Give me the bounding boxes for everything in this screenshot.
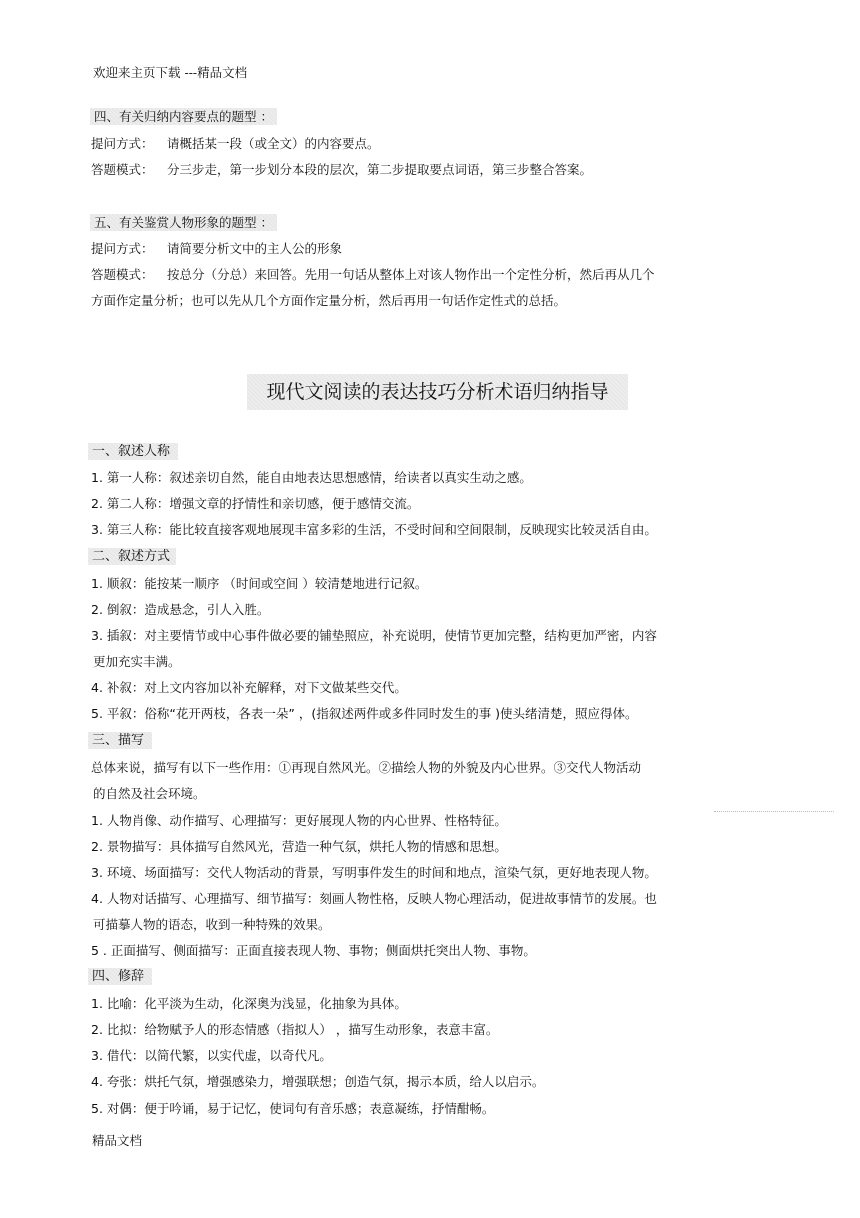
list-item: 2. 比拟：给物赋予人的形态情感（指拟人） ，描写生动形象，表意丰富。 bbox=[91, 1022, 499, 1037]
answer-text: 分三步走，第一步划分本段的层次，第二步提取要点词语，第三步整合答案。 bbox=[167, 162, 593, 177]
list-item: 3. 借代：以简代繁，以实代虚，以奇代凡。 bbox=[91, 1048, 332, 1063]
heading-text: 一、叙述人称 bbox=[88, 443, 178, 460]
heading-text: 五、有关鉴赏人物形象的题型 ： bbox=[90, 214, 277, 231]
list-item: 5. 对偶：便于吟诵，易于记忆，使词句有音乐感；表意凝练，抒情酣畅。 bbox=[91, 1101, 495, 1116]
heading-text: 四、修辞 bbox=[88, 968, 152, 985]
list-item: 4. 人物对话描写、心理描写、细节描写：刻画人物性格，反映人物心理活动，促进故事情节的发展。也 bbox=[91, 891, 657, 906]
heading-text: 二、叙述方式 bbox=[88, 548, 176, 565]
list-item: 1. 人物肖像、动作描写、心理描写：更好展现人物的内心世界、性格特征。 bbox=[91, 813, 507, 828]
list-item: 3. 第三人称：能比较直接客观地展现丰富多彩的生活，不受时间和空间限制，反映现实比较灵活自由。 bbox=[91, 522, 657, 537]
answer-text: 按总分（分总）来回答。先用一句话从整体上对该人物作出一个定性分析，然后再从几个 bbox=[167, 267, 655, 282]
section-heading-rhetoric bbox=[88, 968, 152, 986]
list-item: 4. 补叙：对上文内容加以补充解释，对下文做某些交代。 bbox=[91, 680, 407, 695]
question-label: 提问方式： bbox=[91, 241, 154, 256]
list-item: 5. 平叙：俗称“花开两枝，各表一朵” ，(指叙述两件或多件同时发生的事 )使头绪清楚，照应得体。 bbox=[91, 706, 638, 721]
dotted-separator bbox=[714, 811, 834, 812]
list-item: 3. 插叙：对主要情节或中心事件做必要的铺垫照应，补充说明，使情节更加完整，结构更加严密，内容 bbox=[91, 628, 657, 643]
intro-text-continued: 的自然及社会环境。 bbox=[93, 786, 206, 801]
list-item: 2. 景物描写：具体描写自然风光，营造一种气氛，烘托人物的情感和思想。 bbox=[91, 839, 507, 854]
section-heading-narrative-person bbox=[88, 443, 178, 461]
intro-text: 总体来说，描写有以下一些作用：①再现自然风光。②描绘人物的外貌及内心世界。③交代人物活动 bbox=[91, 760, 642, 775]
list-item: 3. 环境、场面描写：交代人物活动的背景，写明事件发生的时间和地点，渲染气氛，更好地表现人物。 bbox=[91, 865, 657, 880]
list-item-continued: 可描摹人物的语态，收到一种特殊的效果。 bbox=[93, 917, 331, 932]
list-item-continued: 更加充实丰满。 bbox=[93, 654, 181, 669]
question-row bbox=[91, 135, 380, 153]
question-text: 请简要分析文中的主人公的形象 bbox=[167, 241, 343, 256]
section-heading-summary bbox=[90, 108, 277, 126]
page-header: 欢迎来主页下载 ---精品文档 bbox=[93, 65, 248, 80]
page-footer: 精品文档 bbox=[92, 1133, 143, 1148]
list-item: 1. 第一人称：叙述亲切自然，能自由地表达思想感情，给读者以真实生动之感。 bbox=[91, 470, 532, 485]
answer-row bbox=[91, 161, 592, 179]
question-label: 提问方式： bbox=[91, 136, 154, 151]
list-item: 4. 夸张：烘托气氛，增强感染力，增强联想；创造气氛，揭示本质，给人以启示。 bbox=[91, 1074, 545, 1089]
answer-text-continued: 方面作定量分析；也可以先从几个方面作定量分析，然后再用一句话作定性式的总括。 bbox=[91, 293, 567, 308]
section-heading-narrative-method bbox=[88, 548, 176, 566]
list-item: 1. 顺叙：能按某一顺序 （时间或空间 ）较清楚地进行记叙。 bbox=[91, 576, 428, 591]
list-item: 2. 第二人称：增强文章的抒情性和亲切感，便于感情交流。 bbox=[91, 496, 420, 511]
answer-row bbox=[91, 266, 655, 284]
heading-text: 四、有关归纳内容要点的题型 ： bbox=[90, 108, 277, 125]
list-item: 1. 比喻：化平淡为生动，化深奥为浅显，化抽象为具体。 bbox=[91, 996, 407, 1011]
answer-label: 答题模式： bbox=[91, 162, 154, 177]
answer-label: 答题模式： bbox=[91, 267, 154, 282]
heading-text: 三、描写 bbox=[88, 732, 152, 749]
section-heading-description bbox=[88, 732, 152, 750]
main-title: 现代文阅读的表达技巧分析术语归纳指导 bbox=[247, 374, 628, 410]
question-row bbox=[91, 240, 342, 258]
question-text: 请概括某一段（或全文）的内容要点。 bbox=[167, 136, 380, 151]
section-heading-character bbox=[90, 214, 277, 232]
list-item: 2. 倒叙：造成悬念，引人入胜。 bbox=[91, 602, 270, 617]
list-item: 5 . 正面描写、侧面描写：正面直接表现人物、事物；侧面烘托突出人物、事物。 bbox=[91, 943, 536, 958]
